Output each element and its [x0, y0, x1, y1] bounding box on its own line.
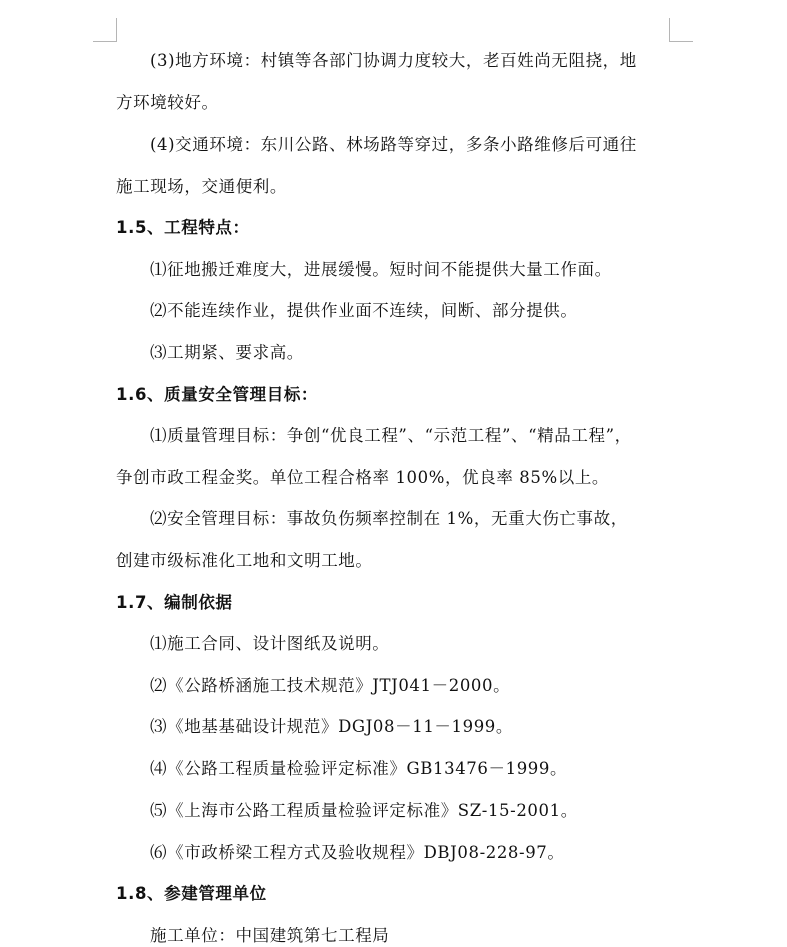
list-item: ⑶《地基基础设计规范》DGJ08－11－1999。: [150, 717, 514, 736]
paragraph-safety-goal-cont: 创建市级标准化工地和文明工地。: [116, 551, 373, 570]
paragraph-safety-goal: ⑵安全管理目标：事故负伤频率控制在 1%，无重大伤亡事故，: [150, 509, 628, 528]
section-heading-1-8: 1.8、参建管理单位: [116, 884, 267, 903]
paragraph-construction-unit: 施工单位：中国建筑第七工程局: [150, 926, 390, 945]
section-heading-1-5: 1.5、工程特点：: [116, 218, 250, 237]
crop-mark-right: [669, 18, 693, 42]
paragraph-quality-goal: ⑴质量管理目标：争创“优良工程”、“示范工程”、“精品工程”，: [150, 426, 632, 445]
section-heading-1-6: 1.6、质量安全管理目标：: [116, 385, 319, 404]
list-item: ⑹《市政桥梁工程方式及验收规程》DBJ08-228-97。: [150, 843, 565, 862]
paragraph-local-environment: (3)地方环境：村镇等各部门协调力度较大，老百姓尚无阻挠，地: [150, 51, 637, 70]
list-item: ⑴施工合同、设计图纸及说明。: [150, 634, 390, 653]
paragraph-quality-goal-cont: 争创市政工程金奖。单位工程合格率 100%，优良率 85%以上。: [116, 468, 610, 487]
paragraph-traffic-environment-cont: 施工现场，交通便利。: [116, 177, 287, 196]
section-heading-1-7: 1.7、编制依据: [116, 593, 233, 612]
list-item: ⑵不能连续作业，提供作业面不连续，间断、部分提供。: [150, 301, 578, 320]
paragraph-local-environment-cont: 方环境较好。: [116, 93, 219, 112]
crop-mark-left: [93, 18, 117, 42]
list-item: ⑵《公路桥涵施工技术规范》JTJ041－2000。: [150, 676, 511, 695]
list-item: ⑸《上海市公路工程质量检验评定标准》SZ-15-2001。: [150, 801, 578, 820]
list-item: ⑷《公路工程质量检验评定标准》GB13476－1999。: [150, 759, 568, 778]
paragraph-traffic-environment: (4)交通环境：东川公路、林场路等穿过，多条小路维修后可通往: [150, 135, 637, 154]
list-item: ⑶工期紧、要求高。: [150, 343, 304, 362]
list-item: ⑴征地搬迁难度大，进展缓慢。短时间不能提供大量工作面。: [150, 260, 612, 279]
